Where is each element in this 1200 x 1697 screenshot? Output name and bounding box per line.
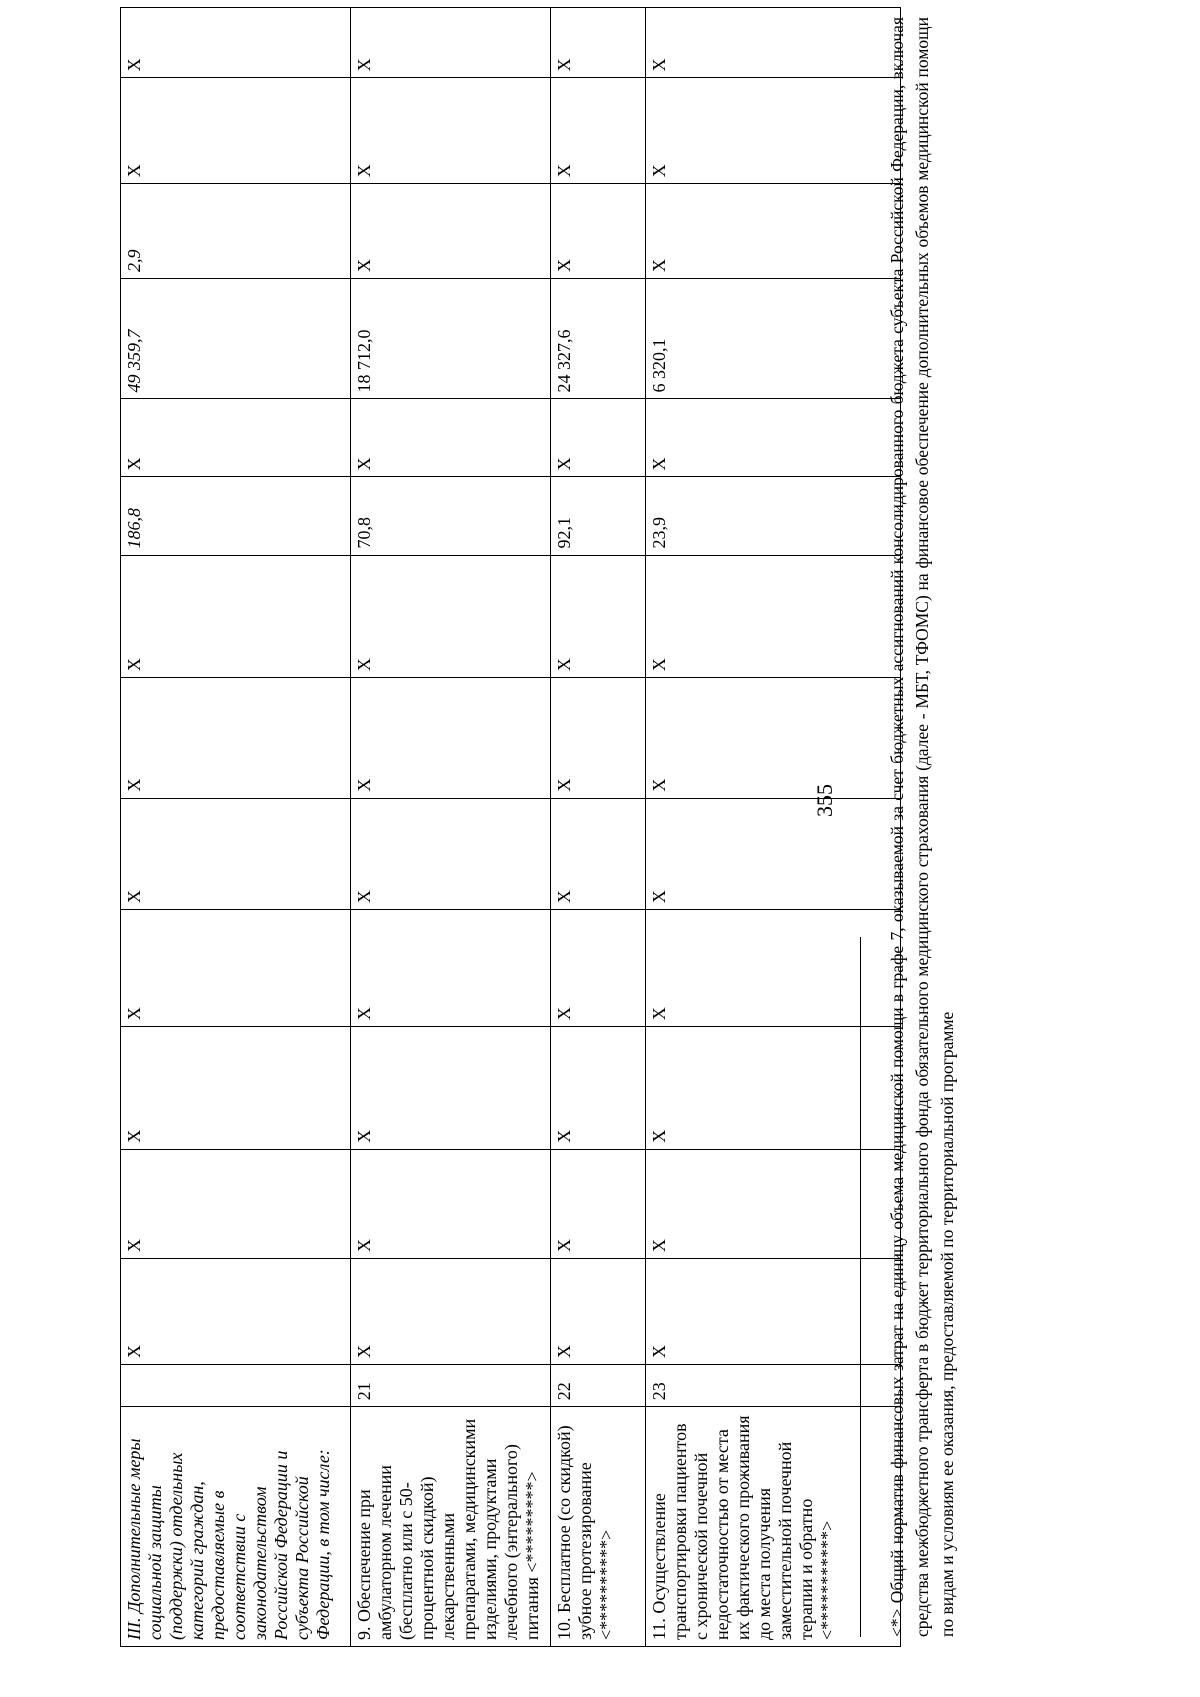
row-number-cell: 23 bbox=[646, 1364, 901, 1406]
value-cell: Х bbox=[351, 8, 551, 78]
table-body bbox=[121, 8, 901, 1647]
financial-table bbox=[120, 7, 901, 1647]
value-cell: Х bbox=[121, 798, 351, 909]
value-cell: Х bbox=[121, 8, 351, 78]
value-cell: 2,9 bbox=[121, 184, 351, 279]
value-cell: Х bbox=[646, 1149, 901, 1258]
row-number-cell: 21 bbox=[351, 1364, 551, 1406]
value-cell: Х bbox=[646, 78, 901, 184]
value-cell: Х bbox=[551, 910, 646, 1027]
value-cell: Х bbox=[646, 555, 901, 678]
value-cell: 92,1 bbox=[551, 477, 646, 555]
value-cell: Х bbox=[121, 678, 351, 798]
table-row bbox=[121, 8, 351, 1647]
value-cell: Х bbox=[551, 78, 646, 184]
footnote-separator bbox=[860, 937, 861, 1637]
value-cell: 186,8 bbox=[121, 477, 351, 555]
row-name-cell: III. Дополнительные меры социальной защиты (поддержки) отдельных категорий граждан, предоставляемые в соответствии с законодательством Российской Федерации и субъекта Российской Федерации, в том числе: bbox=[121, 1407, 351, 1647]
value-cell: Х bbox=[551, 555, 646, 678]
value-cell: Х bbox=[351, 184, 551, 279]
value-cell: Х bbox=[121, 1027, 351, 1150]
value-cell: Х bbox=[351, 1149, 551, 1258]
value-cell: Х bbox=[646, 184, 901, 279]
value-cell: 6 320,1 bbox=[646, 279, 901, 399]
value-cell: Х bbox=[121, 399, 351, 477]
value-cell: Х bbox=[351, 399, 551, 477]
page-number: 355 bbox=[812, 784, 837, 817]
value-cell: Х bbox=[551, 1259, 646, 1365]
value-cell: 70,8 bbox=[351, 477, 551, 555]
value-cell: Х bbox=[551, 8, 646, 78]
row-name-cell: 10. Бесплатное (со скидкой) зубное протезирование <**********> bbox=[551, 1407, 646, 1647]
value-cell: Х bbox=[551, 1027, 646, 1150]
row-name-cell: 9. Обеспечение при амбулаторном лечении (бесплатно или с 50-процентной скидкой) лекарственными препаратами, медицинскими изделиями, продуктами лечебного (энтерального) питания <*********> bbox=[351, 1407, 551, 1647]
value-cell: Х bbox=[646, 8, 901, 78]
value-cell: Х bbox=[351, 910, 551, 1027]
value-cell: 23,9 bbox=[646, 477, 901, 555]
value-cell: Х bbox=[551, 184, 646, 279]
value-cell: Х bbox=[646, 399, 901, 477]
table-row bbox=[646, 8, 901, 1647]
value-cell: 49 359,7 bbox=[121, 279, 351, 399]
value-cell: Х bbox=[646, 1027, 901, 1150]
value-cell: Х bbox=[551, 798, 646, 909]
value-cell: Х bbox=[121, 910, 351, 1027]
footnote: <*> Общий норматив финансовых затрат на единицу объема медицинской помощи в графе 7, оказываемой за счет бюджетных ассигнований консолидированного бюджета субъекта Российской Федерации, включая средства межбюджетного трансферта в бюджет территориального фонда обязательного медицинского страхования (далее - МБТ, ТФОМС) на финансовое обеспечение дополнительных объемов медицинской помощи по видам и условиям ее оказания, предоставляемой по территориальной программе bbox=[887, 17, 957, 1637]
row-name-cell: 11. Осуществление транспортировки пациентов с хронической почечной недостаточностью от места их фактического проживания до места получения заместительной почечной терапии и обратно <***********> bbox=[646, 1407, 901, 1647]
value-cell: Х bbox=[551, 678, 646, 798]
value-cell: Х bbox=[121, 78, 351, 184]
value-cell: Х bbox=[351, 678, 551, 798]
value-cell: 18 712,0 bbox=[351, 279, 551, 399]
value-cell: Х bbox=[646, 798, 901, 909]
value-cell: Х bbox=[551, 1149, 646, 1258]
value-cell: Х bbox=[646, 910, 901, 1027]
value-cell: Х bbox=[121, 555, 351, 678]
value-cell: Х bbox=[351, 798, 551, 909]
value-cell: Х bbox=[646, 1259, 901, 1365]
value-cell: 24 327,6 bbox=[551, 279, 646, 399]
row-number-cell bbox=[121, 1364, 351, 1406]
table-row bbox=[351, 8, 551, 1647]
value-cell: Х bbox=[351, 1027, 551, 1150]
value-cell: Х bbox=[551, 399, 646, 477]
value-cell: Х bbox=[121, 1149, 351, 1258]
value-cell: Х bbox=[121, 1259, 351, 1365]
value-cell: Х bbox=[351, 555, 551, 678]
value-cell: Х bbox=[351, 78, 551, 184]
row-number-cell: 22 bbox=[551, 1364, 646, 1406]
value-cell: Х bbox=[646, 678, 901, 798]
table-row bbox=[551, 8, 646, 1647]
value-cell: Х bbox=[351, 1259, 551, 1365]
